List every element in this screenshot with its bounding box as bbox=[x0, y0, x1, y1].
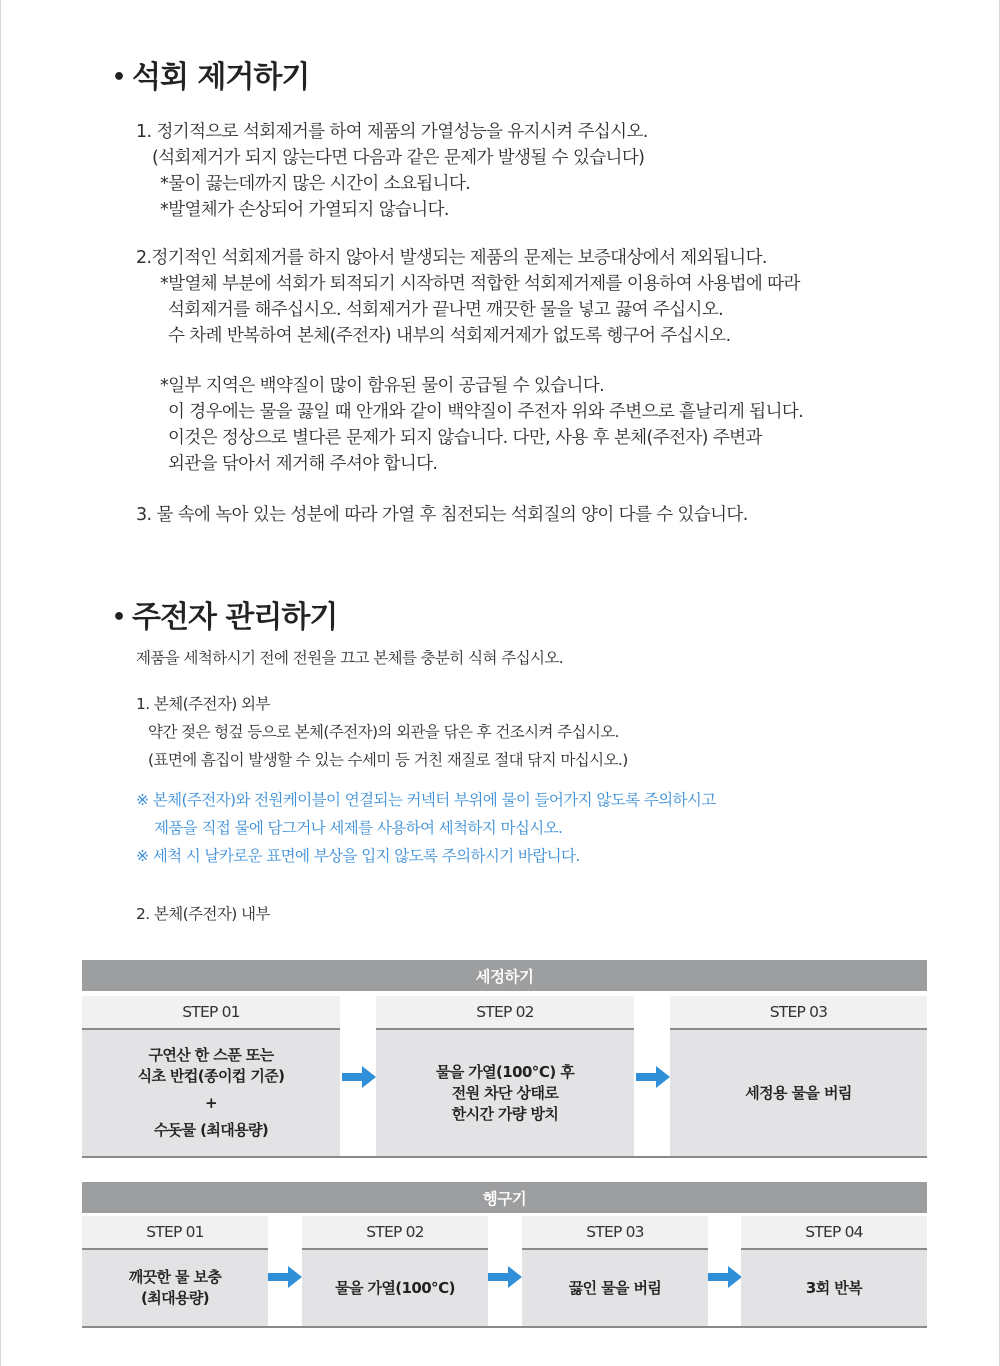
cleaning-step-2-line-1: 물을 가열(100℃) 후 bbox=[435, 1062, 575, 1081]
rinse-step-1-line-2: (최대용량) bbox=[140, 1289, 210, 1307]
descaling-line-8: 수 차례 반복하여 본체(주전자) 내부의 석회제거제가 없도록 헹구어 주십시오. bbox=[168, 326, 731, 346]
outer-title: 1. 본체(주전자) 외부 bbox=[136, 695, 270, 713]
descaling-line-5: 2.정기적인 석회제거를 하지 않아서 발생되는 제품의 문제는 보증대상에서 제외됩니다. bbox=[136, 248, 767, 268]
kettle-care-section-title bbox=[112, 592, 337, 636]
descaling-line-1: 1. 정기적으로 석회제거를 하여 제품의 가열성능을 유지시켜 주십시오. bbox=[136, 122, 648, 142]
warning-line-2: 제품을 직접 물에 담그거나 세제를 사용하여 세척하지 마십시오. bbox=[154, 819, 563, 837]
rinse-step-2-label: STEP 02 bbox=[302, 1216, 488, 1250]
rinse-table-bottom-border bbox=[82, 1326, 927, 1328]
cleaning-table bbox=[82, 960, 927, 1158]
rinse-step-2-body bbox=[302, 1250, 488, 1326]
cleaning-table-header: 세정하기 bbox=[82, 960, 927, 991]
rinse-step-4-line-1: 3회 반복 bbox=[805, 1278, 863, 1297]
rinse-table bbox=[82, 1182, 927, 1328]
outer-line-2: (표면에 흠집이 발생할 수 있는 수세미 등 거친 재질로 절대 닦지 마십시오.) bbox=[148, 751, 628, 769]
warning-line-1: ※ 본체(주전자)와 전원케이블이 연결되는 커넥터 부위에 물이 들어가지 않도록 주의하시고 bbox=[136, 791, 716, 809]
descaling-section-title bbox=[112, 52, 309, 96]
rinse-table-header: 헹구기 bbox=[82, 1182, 927, 1213]
descaling-line-9: *일부 지역은 백약질이 많이 함유된 물이 공급될 수 있습니다. bbox=[160, 376, 605, 396]
descaling-line-10: 이 경우에는 물을 끓일 때 안개와 같이 백약질이 주전자 위와 주변으로 흩날리게 됩니다. bbox=[168, 402, 804, 422]
cleaning-step-3-line-1: 세정용 물을 버림 bbox=[745, 1083, 852, 1102]
arrow-right-icon bbox=[342, 1066, 376, 1088]
cleaning-step-1-line-2: 식초 반컵(종이컵 기준) bbox=[137, 1067, 285, 1085]
page-frame-left bbox=[0, 0, 1, 1366]
rinse-step-1-label: STEP 01 bbox=[82, 1216, 268, 1250]
rinse-step-4-label: STEP 04 bbox=[741, 1216, 927, 1250]
cleaning-step-1-line-1: 구연산 한 스푼 또는 bbox=[148, 1046, 274, 1064]
rinse-step-1-line-1: 깨끗한 물 보충 bbox=[128, 1268, 222, 1286]
descaling-line-6: *발열체 부분에 석회가 퇴적되기 시작하면 적합한 석회제거제를 이용하여 사용법에 따라 bbox=[160, 274, 800, 294]
cleaning-step-2-body bbox=[376, 1030, 634, 1156]
arrow-right-icon bbox=[488, 1266, 522, 1288]
arrow-right-icon bbox=[708, 1266, 742, 1288]
rinse-step-1-body bbox=[82, 1250, 268, 1326]
inner-title: 2. 본체(주전자) 내부 bbox=[136, 905, 270, 923]
descaling-line-2: (석회제거가 되지 않는다면 다음과 같은 문제가 발생될 수 있습니다) bbox=[152, 148, 645, 168]
outer-line-1: 약간 젖은 헝겊 등으로 본체(주전자)의 외관을 닦은 후 건조시켜 주십시오. bbox=[148, 723, 619, 741]
rinse-step-4-body bbox=[741, 1250, 927, 1326]
cleaning-step-2-label: STEP 02 bbox=[376, 996, 634, 1030]
bullet-icon: • bbox=[112, 605, 126, 630]
cleaning-step-1-line-4: 수돗물 (최대용량) bbox=[153, 1121, 269, 1139]
cleaning-step-1-label: STEP 01 bbox=[82, 996, 340, 1030]
descaling-line-12: 외관을 닦아서 제거해 주셔야 합니다. bbox=[168, 454, 438, 474]
cleaning-step-1-line-3: + bbox=[205, 1094, 217, 1112]
descaling-line-13: 3. 물 속에 녹아 있는 성분에 따라 가열 후 침전되는 석회질의 양이 다를 수 있습니다. bbox=[136, 505, 748, 525]
kettle-care-title-text: 주전자 관리하기 bbox=[132, 600, 338, 635]
cleaning-step-2-line-3: 한시간 가량 방치 bbox=[451, 1104, 559, 1123]
rinse-step-3-label: STEP 03 bbox=[522, 1216, 708, 1250]
warning-line-3: ※ 세척 시 날카로운 표면에 부상을 입지 않도록 주의하시기 바랍니다. bbox=[136, 847, 580, 865]
descaling-line-4: *발열체가 손상되어 가열되지 않습니다. bbox=[160, 200, 449, 220]
descaling-line-11: 이것은 정상으로 별다른 문제가 되지 않습니다. 다만, 사용 후 본체(주전자) 주변과 bbox=[168, 428, 762, 448]
rinse-step-2-line-1: 물을 가열(100℃) bbox=[335, 1278, 455, 1297]
descaling-title-text: 석회 제거하기 bbox=[132, 60, 310, 95]
cleaning-table-bottom-border bbox=[82, 1156, 927, 1158]
bullet-icon: • bbox=[112, 65, 126, 90]
cleaning-step-3-label: STEP 03 bbox=[670, 996, 927, 1030]
arrow-right-icon bbox=[268, 1266, 302, 1288]
descaling-line-3: *물이 끓는데까지 많은 시간이 소요됩니다. bbox=[160, 174, 471, 194]
cleaning-step-2-line-2: 전원 차단 상태로 bbox=[451, 1083, 559, 1102]
descaling-line-7: 석회제거를 해주십시오. 석회제거가 끝나면 깨끗한 물을 넣고 끓여 주십시오. bbox=[168, 300, 724, 320]
rinse-step-3-line-1: 끓인 물을 버림 bbox=[568, 1278, 662, 1297]
cleaning-step-1-body bbox=[82, 1030, 340, 1156]
cleaning-step-3-body bbox=[670, 1030, 927, 1156]
rinse-step-3-body bbox=[522, 1250, 708, 1326]
arrow-right-icon bbox=[636, 1066, 670, 1088]
kettle-care-intro: 제품을 세척하시기 전에 전원을 끄고 본체를 충분히 식혀 주십시오. bbox=[136, 649, 564, 667]
